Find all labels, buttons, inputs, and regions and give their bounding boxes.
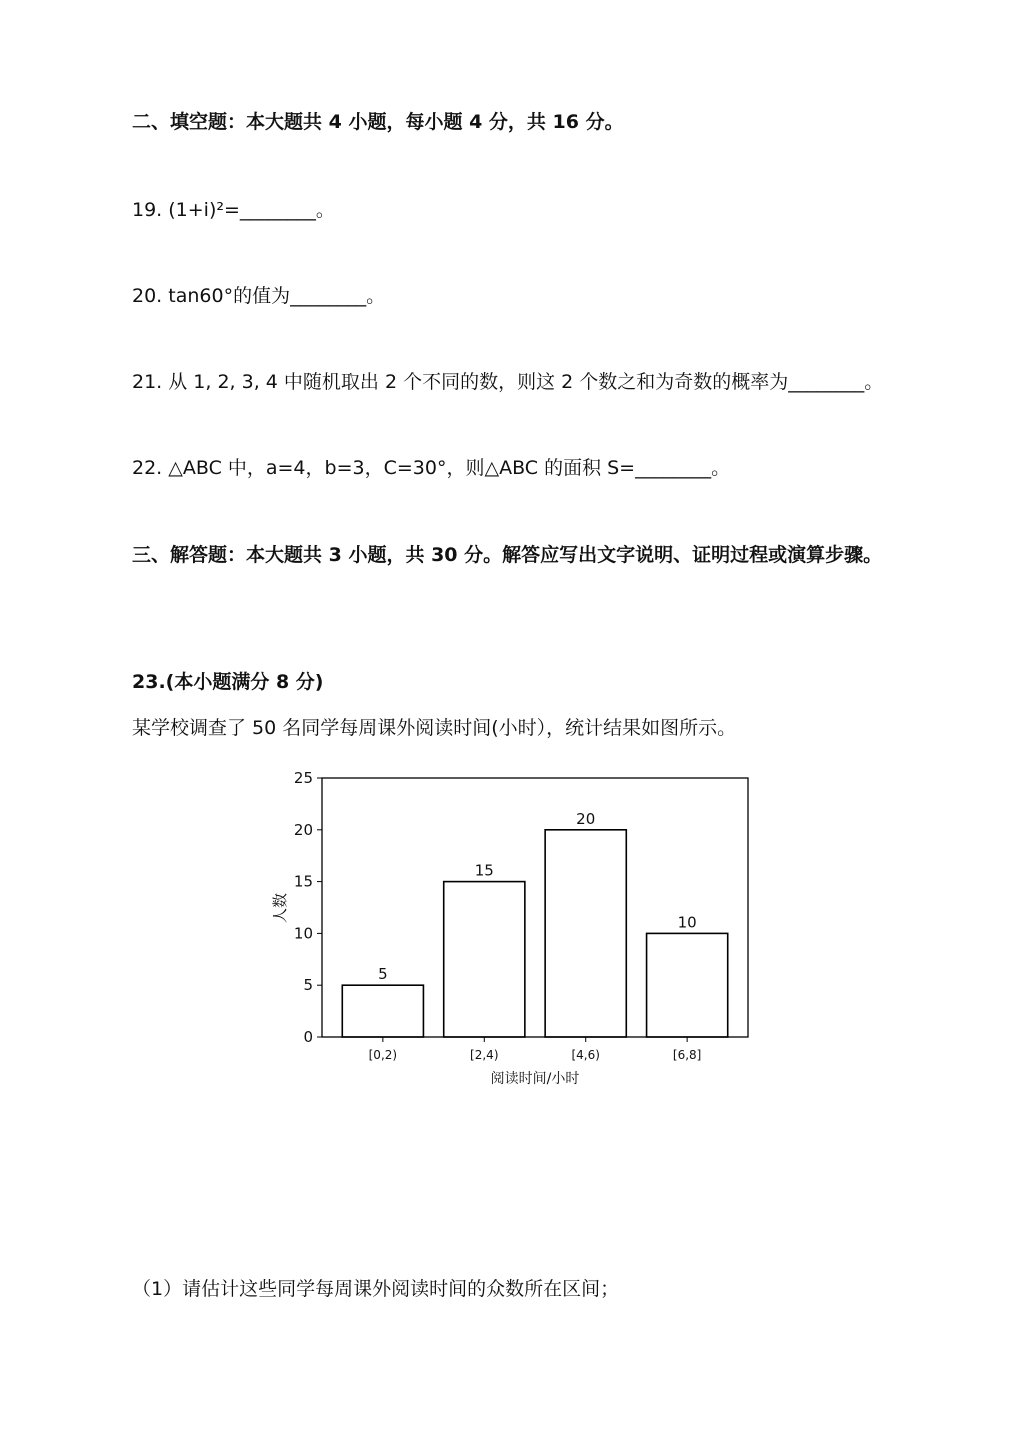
y-tick-label: 15	[293, 872, 313, 891]
question-19: 19. (1+i)²=________。	[132, 199, 335, 221]
bar-value-label: 15	[474, 861, 494, 880]
bar	[444, 882, 525, 1037]
y-axis	[294, 769, 322, 1046]
bar-value-label: 5	[378, 965, 388, 984]
x-tick-label: [2,4)	[470, 1048, 499, 1062]
x-tick-label: [6,8]	[672, 1048, 702, 1062]
section-2-heading: 二、填空题：本大题共 4 小题，每小题 4 分，共 16 分。	[132, 111, 624, 133]
reading-time-bar-chart	[255, 760, 775, 1100]
question-23-title: 23.(本小题满分 8 分)	[132, 671, 324, 693]
y-axis-label: 人数	[271, 892, 289, 924]
bar	[545, 830, 626, 1037]
x-tick-label: [0,2)	[368, 1048, 398, 1062]
bar-value-label: 10	[677, 913, 697, 932]
question-23-part-1: （1）请估计这些同学每周课外阅读时间的众数所在区间；	[132, 1278, 620, 1300]
y-tick-label: 10	[293, 924, 313, 943]
bar	[647, 933, 728, 1037]
question-23-intro: 某学校调查了 50 名同学每周课外阅读时间(小时），统计结果如图所示。	[132, 717, 737, 739]
question-20: 20. tan60°的值为________。	[132, 285, 386, 307]
y-tick-label: 25	[293, 769, 313, 787]
section-3-heading: 三、解答题：本大题共 3 小题，共 30 分。解答应写出文字说明、证明过程或演算步骤。	[132, 544, 883, 566]
x-axis	[369, 1037, 702, 1062]
x-tick-label: [4,6)	[571, 1048, 600, 1062]
bars-layer	[342, 810, 727, 1037]
bar	[342, 985, 423, 1037]
question-22: 22. △ABC 中，a=4，b=3，C=30°，则△ABC 的面积 S=________。	[132, 457, 731, 479]
y-tick-label: 5	[303, 976, 313, 995]
y-tick-label: 0	[303, 1028, 313, 1046]
x-axis-label: 阅读时间/小时	[490, 1071, 580, 1087]
y-tick-label: 20	[293, 820, 313, 839]
bar-value-label: 20	[576, 809, 596, 828]
question-21: 21. 从 1, 2, 3, 4 中随机取出 2 个不同的数，则这 2 个数之和为奇数的概率为________。	[132, 371, 884, 393]
